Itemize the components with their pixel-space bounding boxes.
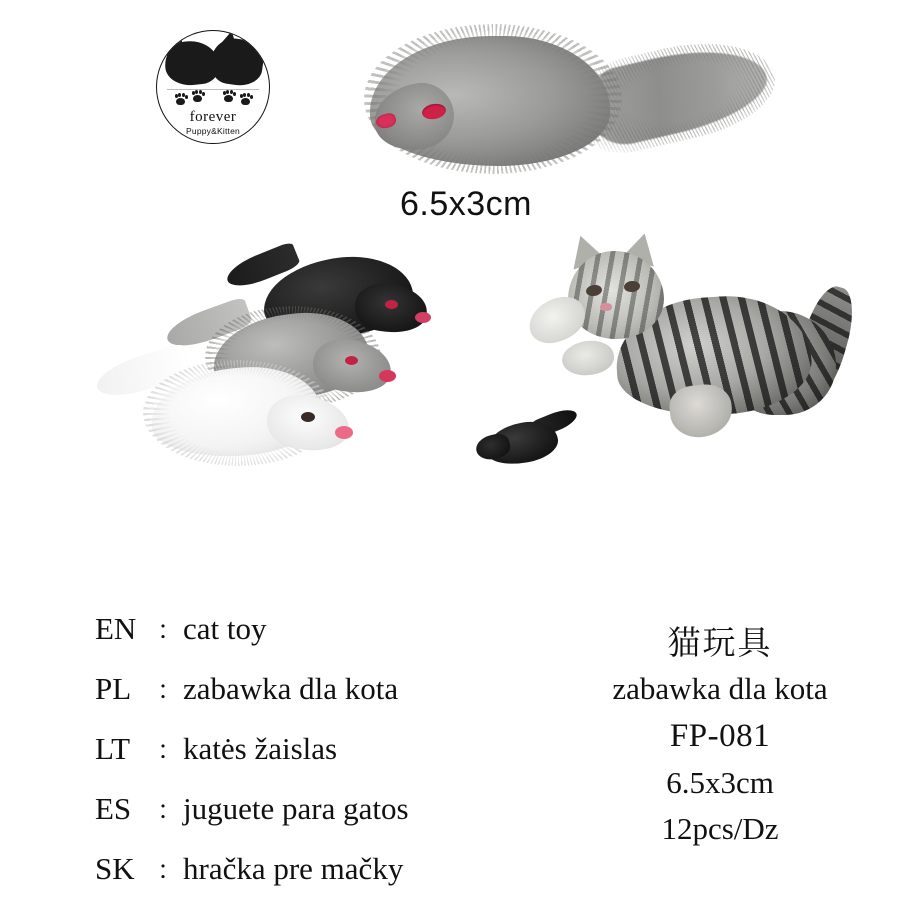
language-list bbox=[95, 600, 535, 900]
language-row-lt bbox=[95, 720, 535, 780]
product-image-white-mouse bbox=[95, 350, 395, 480]
language-separator: ： bbox=[157, 796, 184, 825]
language-separator: ： bbox=[157, 736, 184, 765]
photo-size-label: 6.5x3cm bbox=[400, 185, 532, 223]
language-separator: ： bbox=[157, 676, 184, 705]
brand-name: forever bbox=[189, 109, 237, 125]
kitten-second-paw bbox=[560, 338, 616, 379]
product-size: 6.5x3cm bbox=[666, 765, 774, 800]
language-value: juguete para gatos bbox=[183, 791, 409, 826]
language-value: cat toy bbox=[183, 611, 267, 646]
language-code: SK bbox=[95, 851, 135, 886]
language-code: EN bbox=[95, 611, 137, 646]
product-name-chinese: 猫玩具 bbox=[667, 623, 773, 662]
language-value: katės žaislas bbox=[183, 731, 338, 766]
mouse-eye bbox=[301, 412, 315, 422]
lifestyle-image-kitten bbox=[520, 245, 840, 475]
language-code: LT bbox=[95, 731, 131, 766]
registered-mark: ® bbox=[257, 49, 264, 59]
product-image-mouse-trio bbox=[95, 240, 495, 490]
language-separator: ： bbox=[157, 616, 184, 645]
language-row-pl bbox=[95, 660, 535, 720]
language-value: hračka pre mačky bbox=[183, 851, 404, 886]
mouse-nose bbox=[335, 426, 353, 439]
product-packing: 12pcs/Dz bbox=[661, 811, 779, 846]
language-separator: ： bbox=[157, 856, 184, 885]
kitten-nose bbox=[600, 303, 612, 311]
product-name-polish: zabawka dla kota bbox=[612, 671, 828, 706]
language-value: zabawka dla kota bbox=[183, 671, 399, 706]
brand-tagline: Puppy&Kitten bbox=[186, 126, 240, 136]
language-row-en bbox=[95, 600, 535, 660]
product-sku: FP-081 bbox=[669, 718, 771, 754]
language-row-sk bbox=[95, 840, 535, 900]
product-details bbox=[545, 620, 895, 852]
language-row-es bbox=[95, 780, 535, 840]
language-code: PL bbox=[95, 671, 132, 706]
language-code: ES bbox=[95, 791, 132, 826]
kitten-hind-leg bbox=[667, 382, 734, 440]
product-image-grey-mouse-hero bbox=[370, 18, 760, 178]
